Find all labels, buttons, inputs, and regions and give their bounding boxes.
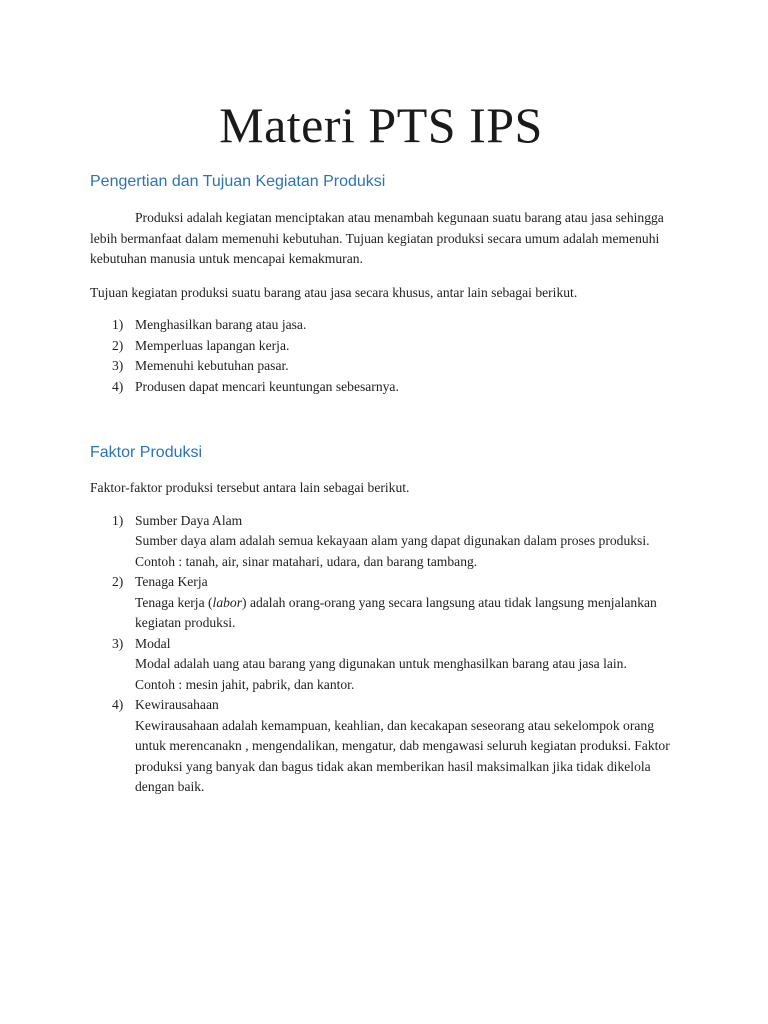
list-item-description: Kewirausahaan adalah kemampuan, keahlian, dan kecakapan seseorang atau sekelompok orang untuk merencanakn , mengendalikan, mengatur, dab mengawasi seluruh kegiatan produksi. Faktor produksi yang banyak dan bagus tidak akan memberikan hasil maksimalkan jika tidak dikelola dengan baik.	[135, 717, 670, 794]
list-item	[90, 356, 672, 377]
list-number: 4)	[112, 697, 124, 712]
list-item-kewirausahaan	[90, 695, 672, 798]
paragraph-faktor-intro: Faktor-faktor produksi tersebut antara lain sebagai berikut.	[90, 480, 410, 495]
description-italic-term: labor	[212, 594, 243, 610]
list-number: 3)	[112, 635, 124, 651]
list-item	[90, 336, 672, 357]
list-item-sumber-daya-alam	[90, 511, 672, 573]
list-number: 3)	[112, 358, 124, 373]
list-number: 1)	[112, 317, 124, 332]
list-item	[90, 315, 672, 336]
faktor-produksi-list	[90, 511, 672, 798]
list-item-description	[135, 593, 672, 634]
list-item-title: Kewirausahaan	[135, 697, 219, 712]
list-item-title: Sumber Daya Alam	[135, 512, 243, 528]
list-item-text: Produsen dapat mencari keuntungan sebesarnya.	[135, 378, 399, 394]
description-text-before: Tenaga kerja (	[135, 594, 213, 610]
paragraph-tujuan-khusus: Tujuan kegiatan produksi suatu barang atau jasa secara khusus, antar lain sebagai berikut.	[90, 284, 578, 300]
list-item-tenaga-kerja	[90, 572, 672, 634]
list-item-text: Menghasilkan barang atau jasa.	[135, 317, 307, 332]
description-text-after: ) adalah orang-orang yang secara langsung atau tidak langsung menjalankan kegiatan produksi.	[135, 594, 657, 630]
list-item-title: Modal	[135, 635, 171, 651]
section-heading-pengertian: Pengertian dan Tujuan Kegiatan Produksi	[90, 173, 386, 190]
list-item-text: Memenuhi kebutuhan pasar.	[135, 358, 289, 373]
paragraph-pengertian-produksi: Produksi adalah kegiatan menciptakan atau menambah kegunaan suatu barang atau jasa sehingga lebih bermanfaat dalam memenuhi kebutuhan. Tujuan kegiatan produksi secara umum adalah memenuhi kebutuhan manusia untuk mencapai kemakmuran.	[90, 210, 664, 266]
tujuan-produksi-list	[90, 315, 672, 397]
list-number: 2)	[112, 574, 124, 589]
list-number: 1)	[112, 512, 124, 528]
list-item-text: Memperluas lapangan kerja.	[135, 337, 290, 353]
list-item-example: Contoh : mesin jahit, pabrik, dan kantor.	[135, 676, 355, 692]
list-number: 4)	[112, 378, 124, 394]
list-item-modal	[90, 634, 672, 696]
list-number: 2)	[112, 337, 124, 353]
list-item-description: Sumber daya alam adalah semua kekayaan alam yang dapat digunakan dalam proses produksi.	[135, 533, 650, 548]
list-item	[90, 377, 672, 398]
document-title: Materi PTS IPS	[219, 97, 543, 153]
section-heading-faktor-produksi: Faktor Produksi	[90, 444, 203, 461]
list-item-example: Contoh : tanah, air, sinar matahari, udara, dan barang tambang.	[135, 553, 478, 569]
list-item-description: Modal adalah uang atau barang yang digunakan untuk menghasilkan barang atau jasa lain.	[135, 656, 627, 671]
list-item-title: Tenaga Kerja	[135, 574, 208, 589]
